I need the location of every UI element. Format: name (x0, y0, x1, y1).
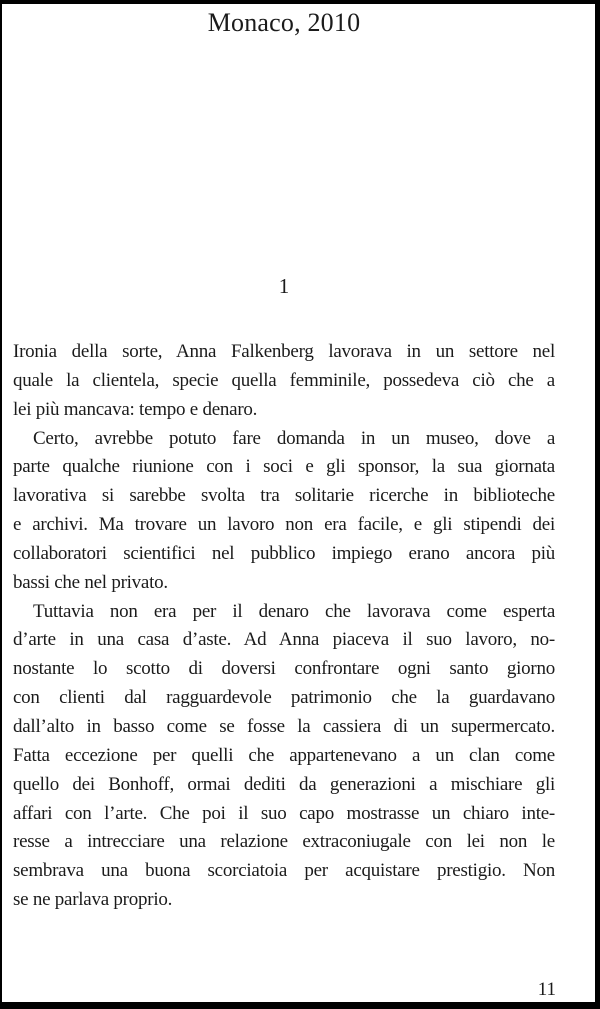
text-line: se ne parlava proprio. (13, 889, 173, 911)
text-line: con clienti dal ragguardevole patrimonio che la guardavano (13, 687, 555, 709)
text-line: affari con l’arte. Che poi il suo capo mostrasse un chiaro inte- (13, 802, 555, 824)
text-line: resse a intrecciare una relazione extraconiugale con lei non le (13, 831, 555, 853)
body-text (13, 338, 555, 915)
text-line: Ironia della sorte, Anna Falkenberg lavorava in un settore nel (13, 341, 555, 362)
text-line: d’arte in una casa d’aste. Ad Anna piaceva il suo lavoro, no- (13, 629, 555, 651)
text-line: lei più mancava: tempo e denaro. (13, 398, 258, 420)
text-line: sembrava una buona scorciatoia per acquistare prestigio. Non (13, 860, 555, 882)
text-line: dall’alto in basso come se fosse la cassiera di un supermercato. (13, 715, 555, 737)
scan-edge-top (0, 0, 600, 4)
page-number: 11 (537, 979, 556, 1000)
text-line: parte qualche riunione con i soci e gli sponsor, la sua giornata (13, 456, 555, 478)
text-line: quale la clientela, specie quella femminile, possedeva ciò che a (13, 369, 555, 391)
text-line: Fatta eccezione per quelli che appartenevano a un clan come (13, 744, 555, 766)
scan-edge-right (595, 0, 600, 1009)
text-line: quello dei Bonhoff, ormai dediti da generazioni a mischiare gli (13, 773, 555, 795)
running-header: Monaco, 2010 (207, 8, 361, 37)
text-line: lavorativa si sarebbe svolta tra solitarie ricerche in biblioteche (13, 485, 555, 507)
scan-edge-bottom (0, 1002, 600, 1009)
text-line: nostante lo scotto di doversi confrontare ogni santo giorno (13, 658, 555, 680)
text-line: Certo, avrebbe potuto fare domanda in un museo, dove a (33, 427, 555, 449)
text-line: bassi che nel privato. (13, 571, 168, 593)
text-line: e archivi. Ma trovare un lavoro non era facile, e gli stipendi dei (13, 514, 555, 536)
text-line: collaboratori scientifici nel pubblico impiego erano ancora più (13, 542, 555, 564)
chapter-number: 1 (278, 274, 290, 298)
scan-edge-left (0, 0, 2, 1009)
text-line: Tuttavia non era per il denaro che lavorava come esperta (33, 600, 555, 622)
